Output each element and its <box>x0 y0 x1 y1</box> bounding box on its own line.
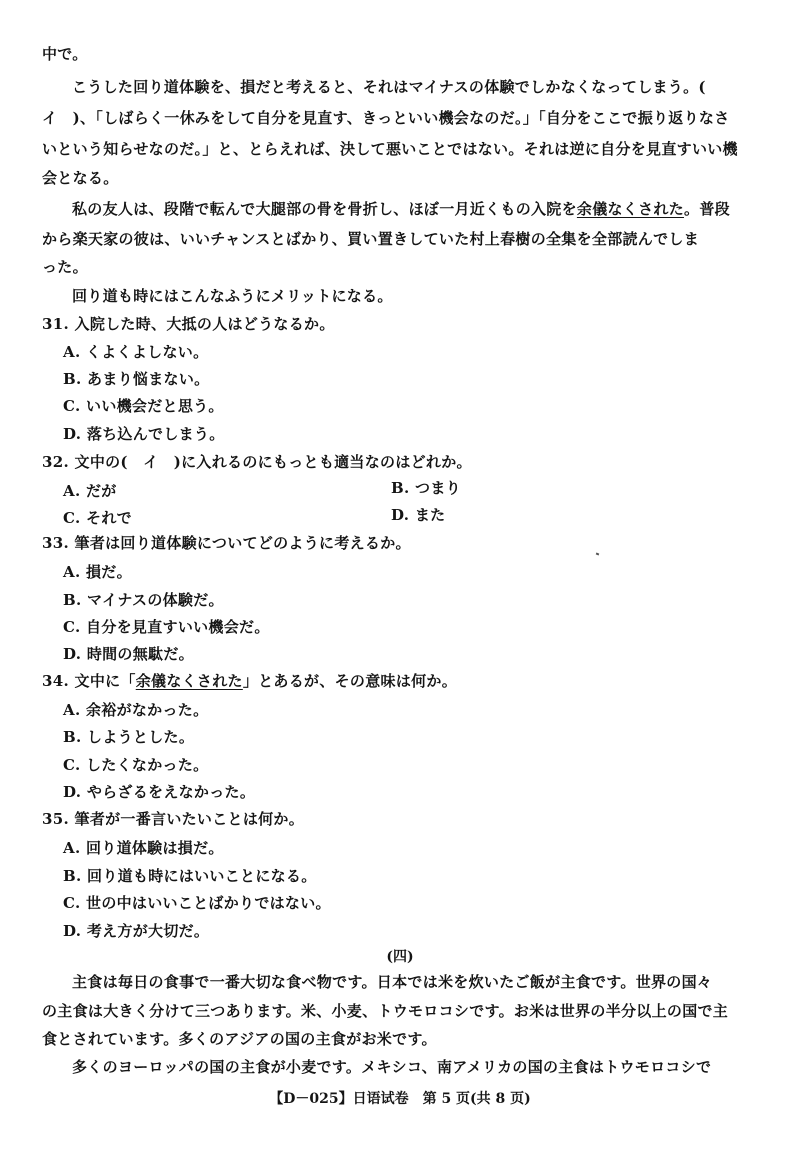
answer-option: D. 考え方が大切だ。 <box>63 922 210 940</box>
passage-line: 主食は毎日の食事で一番大切な食べ物です。日本では米を炊いたご飯が主食です。世界の国々 <box>72 973 713 991</box>
passage-line: の主食は大きく分けて三つあります。米、小麦、トウモロコシです。お米は世界の半分以上の国で主 <box>42 1002 729 1020</box>
passage-text: 。普段 <box>684 200 730 218</box>
question-stem: 32. 文中の( イ )に入れるのにもっとも適当なのはどれか。 <box>42 453 472 471</box>
passage-line: 回り道も時にはこんなふうにメリットになる。 <box>72 287 393 305</box>
answer-option: A. 損だ。 <box>63 563 132 581</box>
underlined-phrase: 余儀なくされた <box>576 200 685 218</box>
answer-option: C. したくなかった。 <box>63 756 209 774</box>
passage-line: 多くのヨーロッパの国の主食が小麦です。メキシコ、南アメリカの国の主食はトウモロコシで <box>72 1058 712 1076</box>
underlined-phrase: 余儀なくされた <box>135 672 243 690</box>
answer-option: D. また <box>391 506 446 524</box>
question-stem: 31. 入院した時、大抵の人はどうなるか。 <box>42 315 335 333</box>
answer-option: B. つまり <box>391 479 461 497</box>
passage-line: いという知らせなのだ。」と、とらえれば、決して悪いことではない。それは逆に自分を見直すいい機 <box>42 140 738 158</box>
answer-option: D. やらざるをえなかった。 <box>63 783 256 801</box>
answer-option: A. くよくよしない。 <box>63 343 209 361</box>
answer-option: C. いい機会だと思う。 <box>63 397 224 415</box>
passage-line: 中で。 <box>42 45 88 63</box>
passage-line: 会となる。 <box>42 169 119 187</box>
answer-option: A. 回り道体験は損だ。 <box>63 839 224 857</box>
passage-line: った。 <box>42 258 88 276</box>
question-stem: 33. 筆者は回り道体験についてどのように考えるか。 <box>42 534 411 552</box>
passage-line: から楽天家の彼は、いいチャンスとばかり、買い置きしていた村上春樹の全集を全部読んでしま <box>42 230 700 248</box>
answer-option: A. だが <box>63 482 117 500</box>
section-heading: (四) <box>386 949 414 965</box>
answer-option: C. 自分を見直すいい機会だ。 <box>63 618 270 636</box>
answer-option: C. 世の中はいいことばかりではない。 <box>63 894 331 912</box>
answer-option: D. 時間の無駄だ。 <box>63 645 194 663</box>
question-stem <box>42 671 457 691</box>
answer-option: D. 落ち込んでしまう。 <box>63 425 225 443</box>
passage-line <box>72 199 730 219</box>
passage-line: こうした回り道体験を、損だと考えると、それはマイナスの体験でしかなくなってしまう。( <box>72 78 706 96</box>
answer-option: B. 回り道も時にはいいことになる。 <box>63 867 317 885</box>
stray-mark <box>596 553 600 556</box>
answer-option: C. それで <box>63 509 132 527</box>
question-text: 」とあるが、その意味は何か。 <box>242 672 458 690</box>
passage-line: 食とされています。多くのアジアの国の主食がお米です。 <box>42 1030 437 1048</box>
page-footer: 【D－025】日语试卷 第 5 页(共 8 页) <box>269 1091 531 1107</box>
answer-option: B. しようとした。 <box>63 728 195 746</box>
answer-option: B. あまり悩まない。 <box>63 370 210 388</box>
question-text: 34. 文中に「 <box>42 672 136 690</box>
answer-option: B. マイナスの体験だ。 <box>63 591 224 609</box>
passage-text: 私の友人は、段階で転んで大腿部の骨を骨折し、ほぼ一月近くもの入院を <box>72 200 577 218</box>
passage-line: イ )、「しばらく一休みをして自分を見直す、きっといい機会なのだ。」「自分をここで振り返りなさ <box>42 109 730 127</box>
answer-option: A. 余裕がなかった。 <box>63 701 209 719</box>
question-stem: 35. 筆者が一番言いたいことは何か。 <box>42 810 305 828</box>
